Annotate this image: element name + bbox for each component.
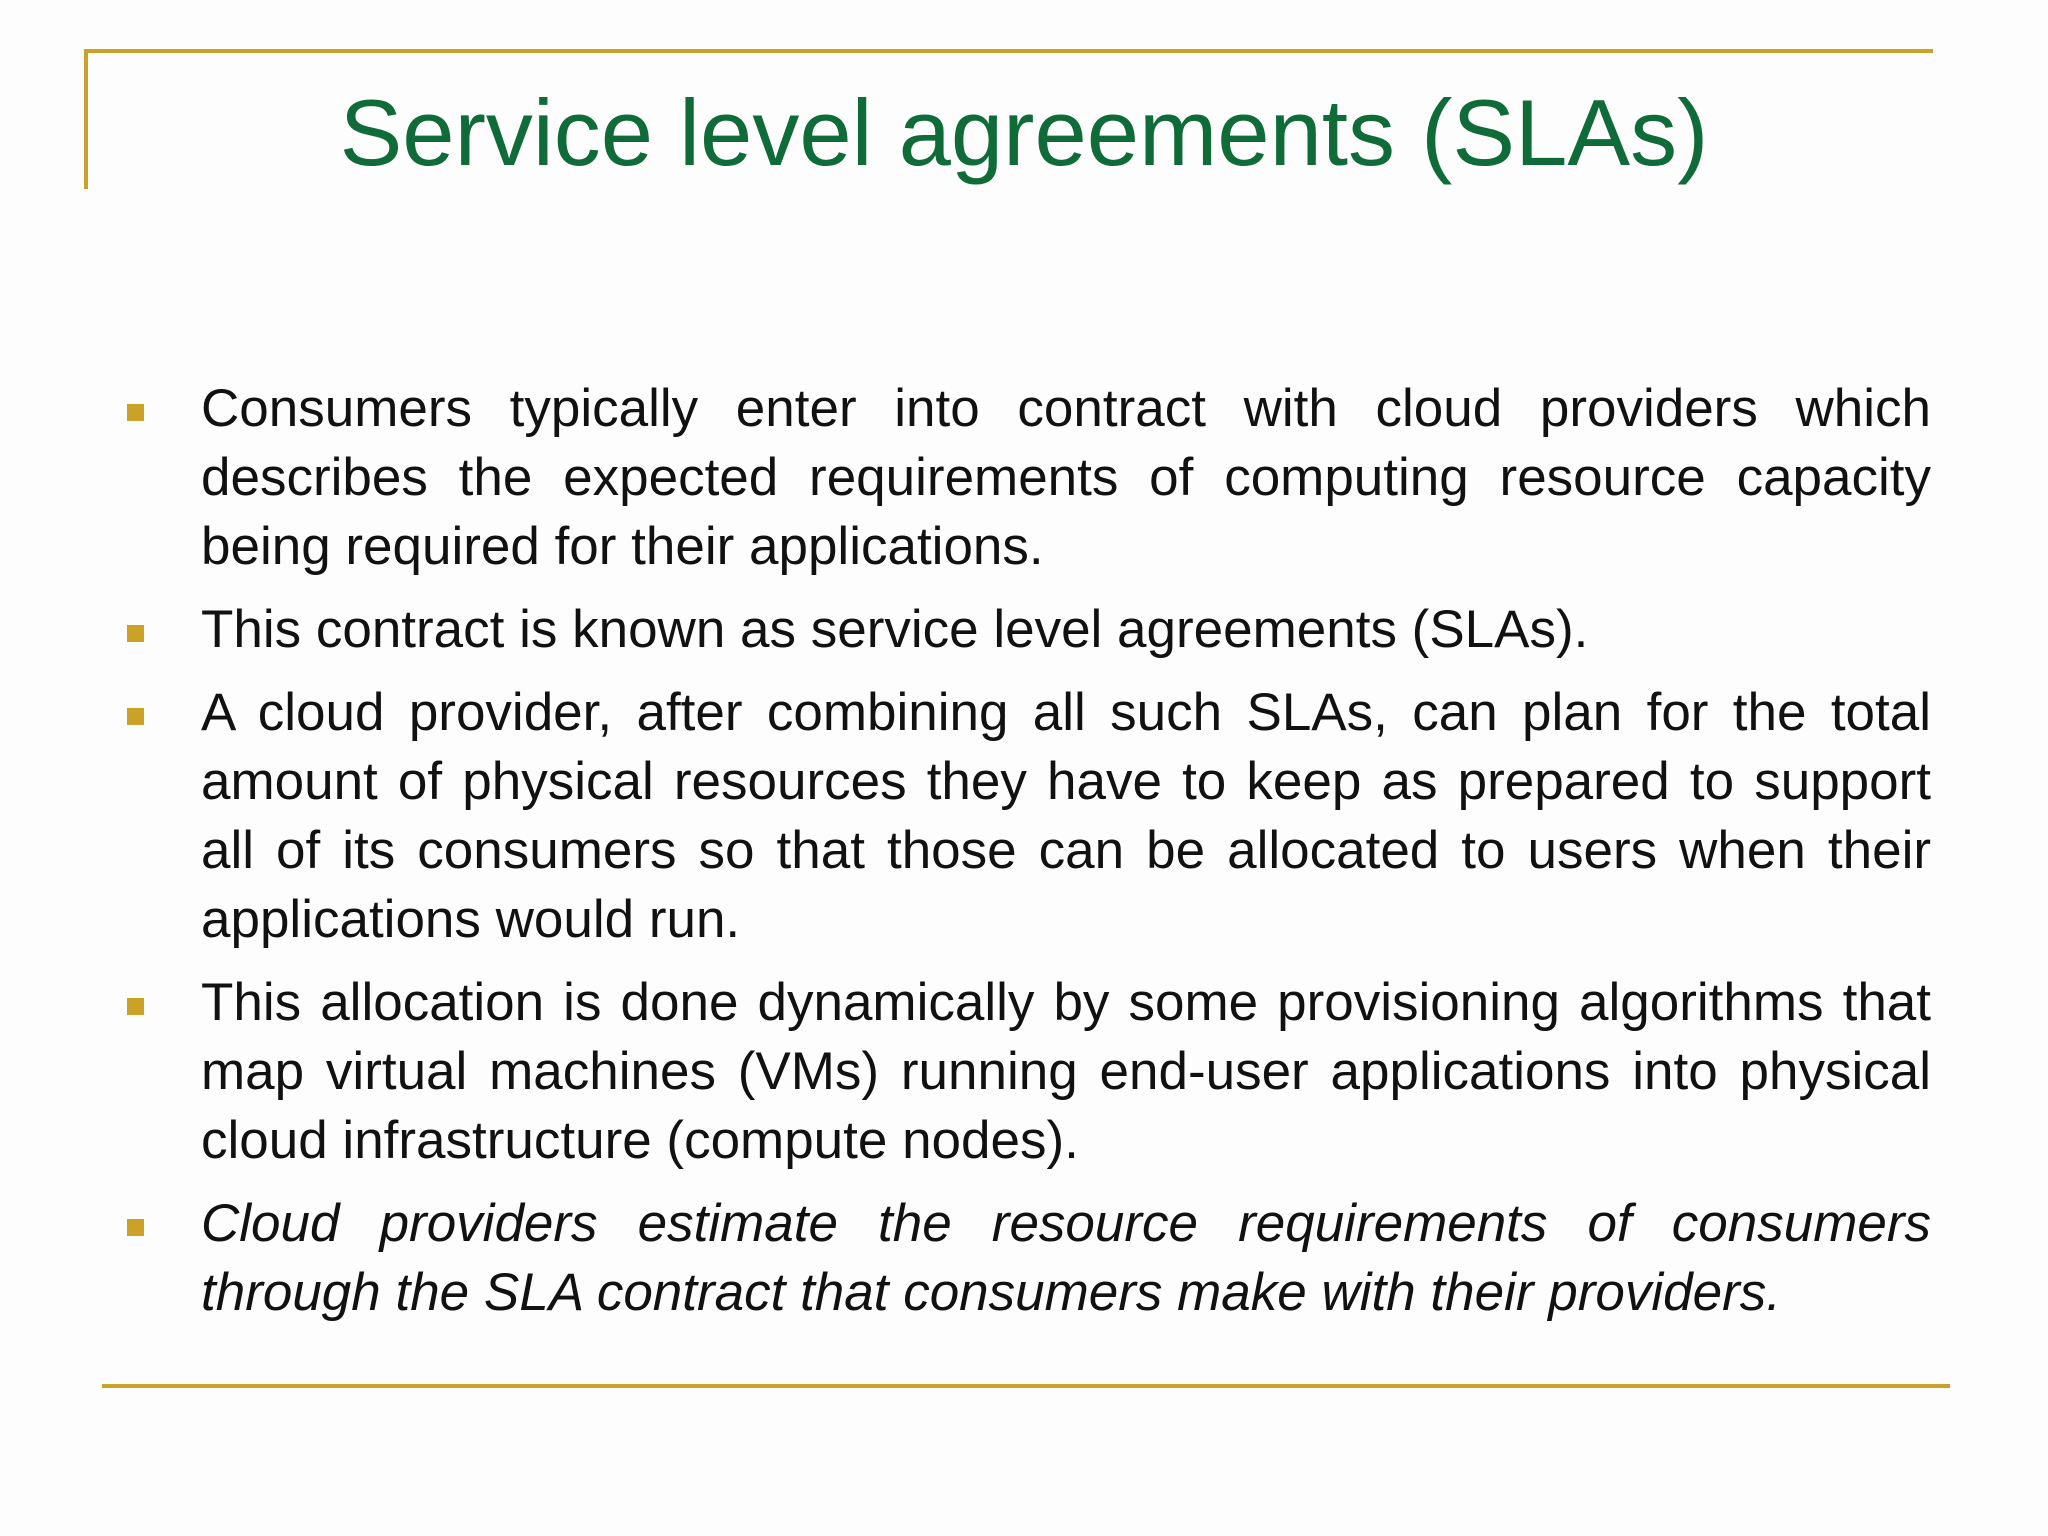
- bullet-item: [125, 968, 1931, 1175]
- square-bullet-icon: [127, 998, 144, 1015]
- square-bullet-icon: [127, 404, 144, 421]
- bullet-text: Consumers typically enter into contract with cloud providers which describes the expected requirements of computing resource capacity being required for their applications.: [201, 379, 1931, 576]
- top-border-line: [84, 49, 1933, 53]
- bottom-border-line: [102, 1384, 1950, 1388]
- bullet-text: This allocation is done dynamically by some provisioning algorithms that map virtual machines (VMs) running end-user applications into physical cloud infrastructure (compute nodes).: [201, 973, 1931, 1170]
- bullet-text: Cloud providers estimate the resource requirements of consumers through the SLA contract that consumers make with their providers.: [201, 1194, 1931, 1322]
- slide-title: Service level agreements (SLAs): [339, 80, 1709, 185]
- square-bullet-icon: [127, 1219, 144, 1236]
- bullet-text: A cloud provider, after combining all such SLAs, can plan for the total amount of physical resources they have to keep as prepared to support all of its consumers so that those can be allocated to users when their applications would run.: [201, 683, 1931, 949]
- square-bullet-icon: [127, 625, 144, 642]
- bullet-item: [125, 1189, 1931, 1327]
- bullet-text: This contract is known as service level agreements (SLAs).: [201, 600, 1589, 659]
- square-bullet-icon: [127, 708, 144, 725]
- bullet-item: [125, 678, 1931, 954]
- bullet-item: [125, 374, 1931, 581]
- bullet-item: [125, 595, 1931, 664]
- bullet-list: [125, 374, 1931, 1341]
